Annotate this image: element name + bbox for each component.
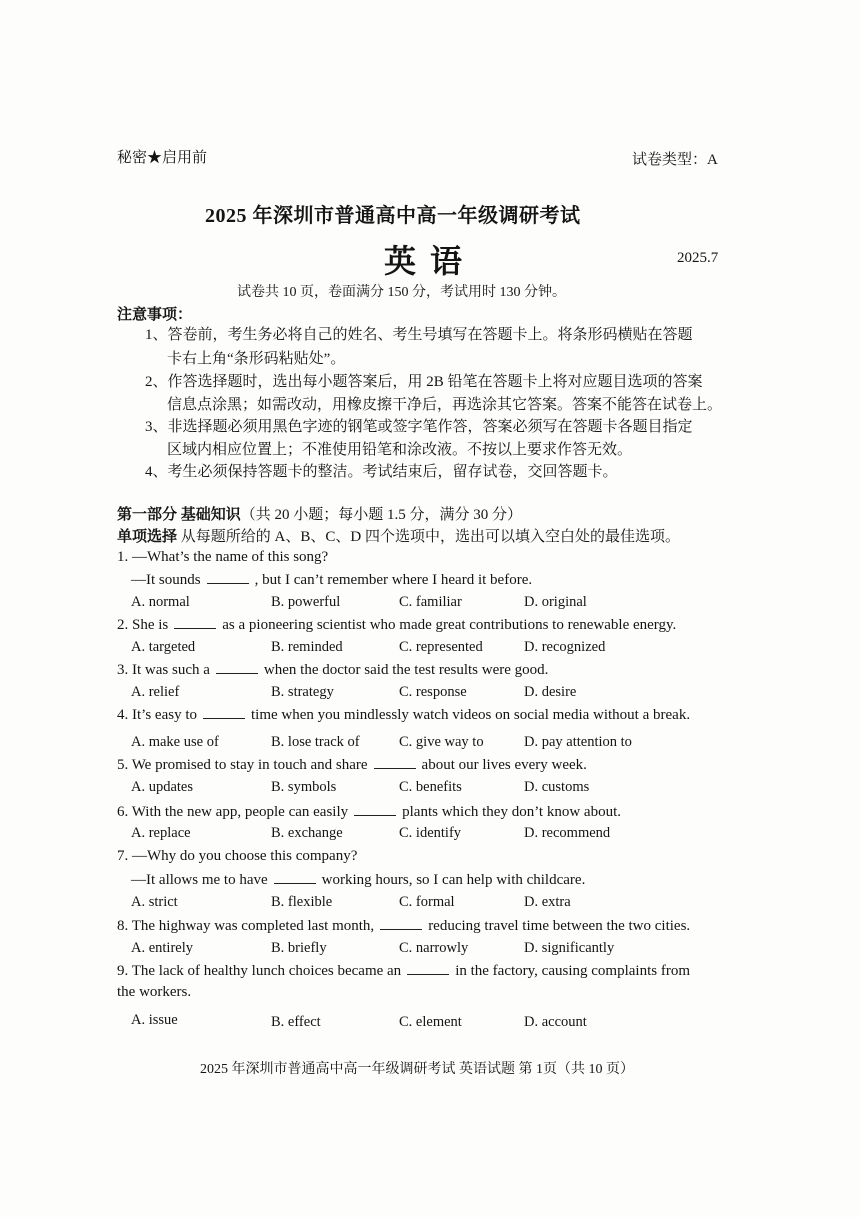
answer-blank (216, 661, 258, 674)
q2-option-b[interactable]: B. reminded (271, 639, 343, 655)
q7-option-a[interactable]: A. strict (131, 894, 178, 910)
q7-line2-pre: —It allows me to have (131, 872, 268, 888)
answer-blank (354, 803, 396, 816)
part1-instr-rest: 从每题所给的 A、B、C、D 四个选项中，选出可以填入空白处的最佳选项。 (180, 529, 680, 545)
q3-option-b[interactable]: B. strategy (271, 684, 334, 700)
exam-date: 2025.7 (677, 250, 719, 266)
q9-option-b[interactable]: B. effect (271, 1014, 321, 1030)
note-line: 区域内相应位置上；不准使用铅笔和涂改液。不按以上要求作答无效。 (167, 442, 633, 458)
notes-heading: 注意事项： (117, 307, 193, 323)
q6-post: plants which they don’t know about. (402, 804, 622, 820)
q6-option-c[interactable]: C. identify (399, 825, 462, 841)
q1-line2-post: , but I can’t remember where I heard it before. (254, 572, 533, 588)
part1-instr-bold: 单项选择 (117, 529, 178, 545)
question-1-line2 (131, 571, 532, 589)
q5-option-a[interactable]: A. updates (131, 779, 194, 795)
answer-blank (380, 917, 422, 930)
q2-option-d[interactable]: D. recognized (524, 639, 606, 655)
note-line: 1、答卷前，考生务必将自己的姓名、考生号填写在答题卡上。将条形码横贴在答题 (145, 327, 693, 343)
answer-blank (407, 962, 449, 975)
page-footer: 2025 年深圳市普通高中高一年级调研考试 英语试题 第 1页（共 10 页） (200, 1062, 634, 1077)
q4-option-b[interactable]: B. lose track of (271, 734, 360, 750)
exam-info: 试卷共 10 页，卷面满分 150 分，考试用时 130 分钟。 (237, 285, 566, 300)
answer-blank (203, 706, 245, 719)
answer-blank (374, 756, 416, 769)
q1-option-c[interactable]: C. familiar (399, 594, 462, 610)
question-1-stem: 1. —What’s the name of this song? (117, 549, 329, 565)
q3-pre: 3. It was such a (117, 662, 210, 678)
q2-pre: 2. She is (117, 617, 169, 633)
q4-option-d[interactable]: D. pay attention to (524, 734, 632, 750)
part1-heading-rest: （共 20 小题；每小题 1.5 分，满分 30 分） (240, 507, 523, 523)
q8-option-c[interactable]: C. narrowly (399, 940, 469, 956)
q9-option-a[interactable]: A. issue (131, 1012, 178, 1028)
q1-option-d[interactable]: D. original (524, 594, 587, 610)
question-4-stem (117, 706, 690, 724)
q2-option-a[interactable]: A. targeted (131, 639, 196, 655)
q5-pre: 5. We promised to stay in touch and share (117, 757, 368, 773)
q8-pre: 8. The highway was completed last month, (117, 918, 375, 934)
question-6-stem (117, 803, 621, 821)
q8-option-a[interactable]: A. entirely (131, 940, 194, 956)
note-line: 4、考生必须保持答题卡的整洁。考试结束后，留存试卷，交回答题卡。 (145, 464, 618, 480)
q3-option-c[interactable]: C. response (399, 684, 467, 700)
q6-pre: 6. With the new app, people can easily (117, 804, 349, 820)
note-line: 卡右上角“条形码粘贴处”。 (167, 351, 346, 367)
q5-post: about our lives every week. (421, 757, 587, 773)
question-9-line2: the workers. (117, 984, 192, 1000)
q3-option-a[interactable]: A. relief (131, 684, 180, 700)
q1-line2-pre: —It sounds (131, 572, 201, 588)
question-8-stem (117, 917, 690, 935)
q8-option-d[interactable]: D. significantly (524, 940, 615, 956)
question-7-line2 (131, 871, 585, 889)
subject-title: 英语 (384, 243, 477, 279)
q5-option-c[interactable]: C. benefits (399, 779, 462, 795)
q5-option-b[interactable]: B. symbols (271, 779, 337, 795)
part1-heading (117, 503, 522, 524)
q4-option-c[interactable]: C. give way to (399, 734, 484, 750)
q6-option-d[interactable]: D. recommend (524, 825, 611, 841)
q5-option-d[interactable]: D. customs (524, 779, 590, 795)
note-line: 信息点涂黑；如需改动，用橡皮擦干净后，再选涂其它答案。答案不能答在试卷上。 (167, 397, 723, 413)
q3-option-d[interactable]: D. desire (524, 684, 577, 700)
part1-instructions (117, 525, 680, 546)
question-5-stem (117, 756, 587, 774)
answer-blank (274, 871, 316, 884)
q8-option-b[interactable]: B. briefly (271, 940, 327, 956)
question-3-stem (117, 661, 548, 679)
q7-option-d[interactable]: D. extra (524, 894, 571, 910)
note-line: 2、作答选择题时，选出每小题答案后，用 2B 铅笔在答题卡上将对应题目选项的答案 (145, 374, 703, 390)
q9-pre: 9. The lack of healthy lunch choices became an (117, 963, 402, 979)
note-line: 3、非选择题必须用黑色字迹的钢笔或签字笔作答，答案必须写在答题卡各题目指定 (145, 419, 693, 435)
part1-heading-bold: 第一部分 基础知识 (117, 507, 241, 523)
q9-option-c[interactable]: C. element (399, 1014, 462, 1030)
q1-option-a[interactable]: A. normal (131, 594, 190, 610)
q8-post: reducing travel time between the two cities. (428, 918, 691, 934)
q6-option-b[interactable]: B. exchange (271, 825, 343, 841)
confidential-label: 秘密★启用前 (117, 150, 208, 166)
q3-post: when the doctor said the test results were good. (263, 662, 549, 678)
answer-blank (207, 571, 249, 584)
question-9-stem (117, 962, 690, 980)
question-7-stem: 7. —Why do you choose this company? (117, 848, 358, 864)
q6-option-a[interactable]: A. replace (131, 825, 191, 841)
q9-post: in the factory, causing complaints from (455, 963, 690, 979)
q9-option-d[interactable]: D. account (524, 1014, 587, 1030)
answer-blank (174, 616, 216, 629)
q2-option-c[interactable]: C. represented (399, 639, 483, 655)
q1-option-b[interactable]: B. powerful (271, 594, 341, 610)
question-2-stem (117, 616, 676, 634)
q7-option-b[interactable]: B. flexible (271, 894, 333, 910)
q7-line2-post: working hours, so I can help with childcare. (321, 872, 586, 888)
q4-option-a[interactable]: A. make use of (131, 734, 219, 750)
q2-post: as a pioneering scientist who made great contributions to renewable energy. (222, 617, 677, 633)
q4-post: time when you mindlessly watch videos on social media without a break. (251, 707, 691, 723)
q7-option-c[interactable]: C. formal (399, 894, 455, 910)
q4-pre: 4. It’s easy to (117, 707, 197, 723)
paper-type-label: 试卷类型：A (632, 152, 718, 168)
exam-title: 2025 年深圳市普通高中高一年级调研考试 (205, 205, 581, 227)
